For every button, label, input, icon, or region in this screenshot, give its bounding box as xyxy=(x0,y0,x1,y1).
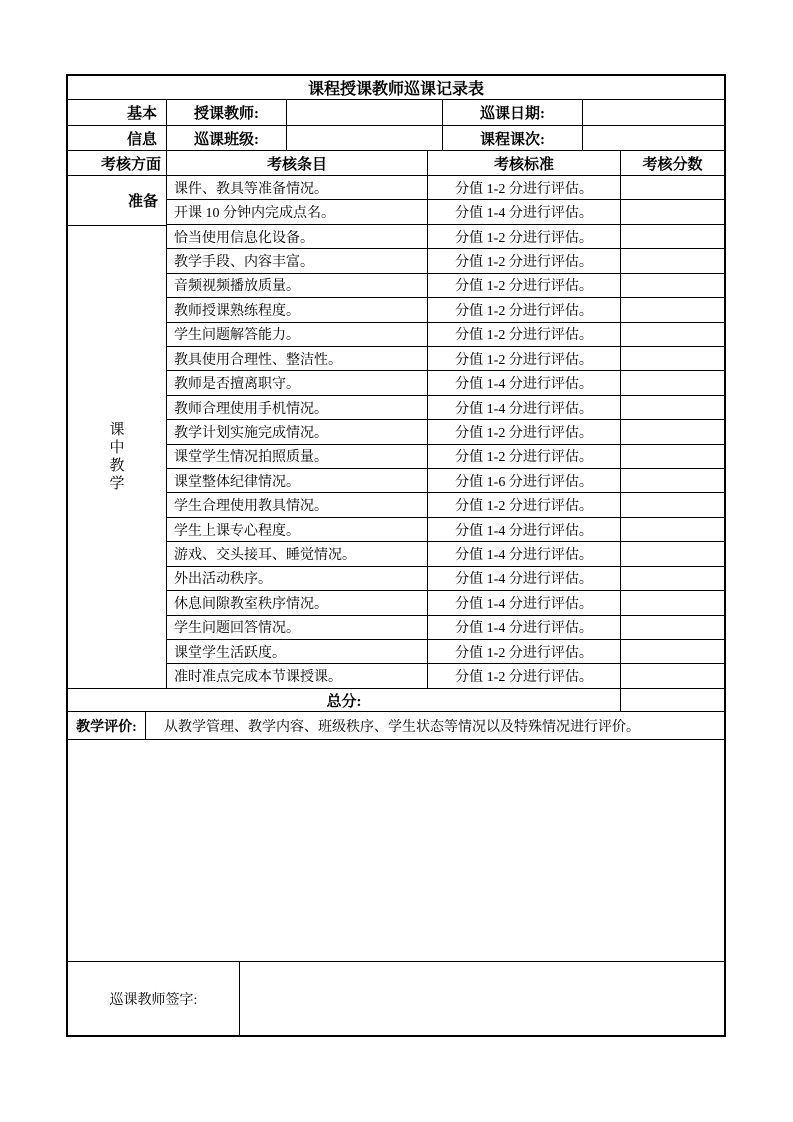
section-label-preparation: 准备 xyxy=(68,176,166,226)
item-text: 恰当使用信息化设备。 xyxy=(167,225,428,248)
table-row xyxy=(167,176,724,200)
table-row xyxy=(167,493,724,517)
score-cell[interactable] xyxy=(621,591,724,614)
score-cell[interactable] xyxy=(621,664,724,687)
score-cell[interactable] xyxy=(621,200,724,223)
standard-text: 分值 1-2 分进行评估。 xyxy=(428,664,621,687)
class-label: 巡课班级: xyxy=(167,126,287,150)
score-cell[interactable] xyxy=(621,420,724,443)
table-row xyxy=(167,396,724,420)
total-row xyxy=(68,689,724,712)
teacher-label: 授课教师: xyxy=(167,100,287,125)
evaluation-label: 教学评价: xyxy=(68,712,146,739)
basic-info-row-2 xyxy=(68,126,724,151)
teacher-value-cell[interactable] xyxy=(287,100,443,125)
standard-text: 分值 1-4 分进行评估。 xyxy=(428,518,621,541)
table-row xyxy=(167,518,724,542)
item-text: 课堂学生活跃度。 xyxy=(167,640,428,663)
item-text: 教学手段、内容丰富。 xyxy=(167,249,428,272)
table-row xyxy=(167,640,724,664)
item-text: 音频视频播放质量。 xyxy=(167,274,428,297)
table-row xyxy=(167,347,724,371)
standard-text: 分值 1-4 分进行评估。 xyxy=(428,200,621,223)
standard-text: 分值 1-2 分进行评估。 xyxy=(428,323,621,346)
table-row xyxy=(167,323,724,347)
date-label: 巡课日期: xyxy=(443,100,583,125)
table-row xyxy=(167,420,724,444)
evaluation-row xyxy=(68,712,724,740)
section-label-during-class-text: 课中教学 xyxy=(109,421,125,492)
evaluation-content-area[interactable] xyxy=(68,740,724,961)
table-row xyxy=(167,274,724,298)
item-text: 教师是否擅离职守。 xyxy=(167,371,428,394)
item-text: 课堂整体纪律情况。 xyxy=(167,469,428,492)
header-item: 考核条目 xyxy=(167,151,428,175)
section-label-during-class xyxy=(68,226,166,688)
table-header-row xyxy=(68,151,724,176)
score-cell[interactable] xyxy=(621,616,724,639)
score-cell[interactable] xyxy=(621,274,724,297)
signature-label: 巡课教师签字: xyxy=(68,962,240,1035)
basic-info-row-1 xyxy=(68,100,724,126)
basic-info-label-bottom: 信息 xyxy=(68,126,167,150)
signature-row xyxy=(68,962,724,1035)
aspect-column xyxy=(68,176,167,688)
score-cell[interactable] xyxy=(621,225,724,248)
table-row xyxy=(167,200,724,224)
item-text: 游戏、交头接耳、睡觉情况。 xyxy=(167,542,428,565)
standard-text: 分值 1-2 分进行评估。 xyxy=(428,445,621,468)
table-row xyxy=(167,445,724,469)
assessment-rows xyxy=(167,176,724,688)
score-cell[interactable] xyxy=(621,371,724,394)
basic-info-label-top: 基本 xyxy=(68,100,167,125)
evaluation-content-row xyxy=(68,740,724,962)
score-cell[interactable] xyxy=(621,249,724,272)
score-cell[interactable] xyxy=(621,176,724,199)
item-text: 准时准点完成本节课授课。 xyxy=(167,664,428,687)
table-row xyxy=(167,371,724,395)
table-row xyxy=(167,469,724,493)
total-score-cell[interactable] xyxy=(621,689,724,711)
item-text: 教师授课熟练程度。 xyxy=(167,298,428,321)
score-cell[interactable] xyxy=(621,396,724,419)
standard-text: 分值 1-2 分进行评估。 xyxy=(428,298,621,321)
standard-text: 分值 1-4 分进行评估。 xyxy=(428,542,621,565)
header-score: 考核分数 xyxy=(642,156,703,173)
table-row xyxy=(167,616,724,640)
score-cell[interactable] xyxy=(621,298,724,321)
score-cell[interactable] xyxy=(621,323,724,346)
standard-text: 分值 1-4 分进行评估。 xyxy=(428,591,621,614)
score-cell[interactable] xyxy=(621,469,724,492)
standard-text: 分值 1-4 分进行评估。 xyxy=(428,567,621,590)
title-row xyxy=(68,76,724,100)
standard-text: 分值 1-2 分进行评估。 xyxy=(428,249,621,272)
score-cell[interactable] xyxy=(621,445,724,468)
score-cell[interactable] xyxy=(621,542,724,565)
table-row xyxy=(167,298,724,322)
table-row xyxy=(167,664,724,687)
item-text: 学生问题解答能力。 xyxy=(167,323,428,346)
table-row xyxy=(167,225,724,249)
standard-text: 分值 1-2 分进行评估。 xyxy=(428,176,621,199)
item-text: 休息间隙教室秩序情况。 xyxy=(167,591,428,614)
table-row xyxy=(167,591,724,615)
date-value-cell[interactable] xyxy=(583,100,724,125)
session-label: 课程课次: xyxy=(443,126,583,150)
score-cell[interactable] xyxy=(621,493,724,516)
class-value-cell[interactable] xyxy=(287,126,443,150)
standard-text: 分值 1-2 分进行评估。 xyxy=(428,420,621,443)
standard-text: 分值 1-4 分进行评估。 xyxy=(428,371,621,394)
score-cell[interactable] xyxy=(621,518,724,541)
form-title: 课程授课教师巡课记录表 xyxy=(307,81,484,98)
item-text: 学生合理使用教具情况。 xyxy=(167,493,428,516)
table-row xyxy=(167,249,724,273)
standard-text: 分值 1-4 分进行评估。 xyxy=(428,396,621,419)
item-text: 学生上课专心程度。 xyxy=(167,518,428,541)
standard-text: 分值 1-2 分进行评估。 xyxy=(428,274,621,297)
total-label: 总分: xyxy=(68,689,621,711)
table-row xyxy=(167,542,724,566)
item-text: 外出活动秩序。 xyxy=(167,567,428,590)
assessment-body xyxy=(68,176,724,689)
score-cell[interactable] xyxy=(621,347,724,370)
signature-area[interactable] xyxy=(240,962,724,1035)
standard-text: 分值 1-2 分进行评估。 xyxy=(428,640,621,663)
item-text: 课件、教具等准备情况。 xyxy=(167,176,428,199)
item-text: 教具使用合理性、整洁性。 xyxy=(167,347,428,370)
session-value-cell[interactable] xyxy=(583,126,724,150)
header-aspect: 考核方面 xyxy=(68,151,167,175)
patrol-record-form xyxy=(66,74,726,1037)
score-cell[interactable] xyxy=(621,640,724,663)
standard-text: 分值 1-2 分进行评估。 xyxy=(428,493,621,516)
item-text: 课堂学生情况拍照质量。 xyxy=(167,445,428,468)
item-text: 开课 10 分钟内完成点名。 xyxy=(167,200,428,223)
header-standard: 考核标准 xyxy=(428,151,621,175)
score-cell[interactable] xyxy=(621,567,724,590)
standard-text: 分值 1-2 分进行评估。 xyxy=(428,347,621,370)
evaluation-note: 从教学管理、教学内容、班级秩序、学生状态等情况以及特殊情况进行评价。 xyxy=(164,719,640,735)
item-text: 学生问题回答情况。 xyxy=(167,616,428,639)
standard-text: 分值 1-6 分进行评估。 xyxy=(428,469,621,492)
item-text: 教师合理使用手机情况。 xyxy=(167,396,428,419)
standard-text: 分值 1-2 分进行评估。 xyxy=(428,225,621,248)
standard-text: 分值 1-4 分进行评估。 xyxy=(428,616,621,639)
item-text: 教学计划实施完成情况。 xyxy=(167,420,428,443)
table-row xyxy=(167,567,724,591)
